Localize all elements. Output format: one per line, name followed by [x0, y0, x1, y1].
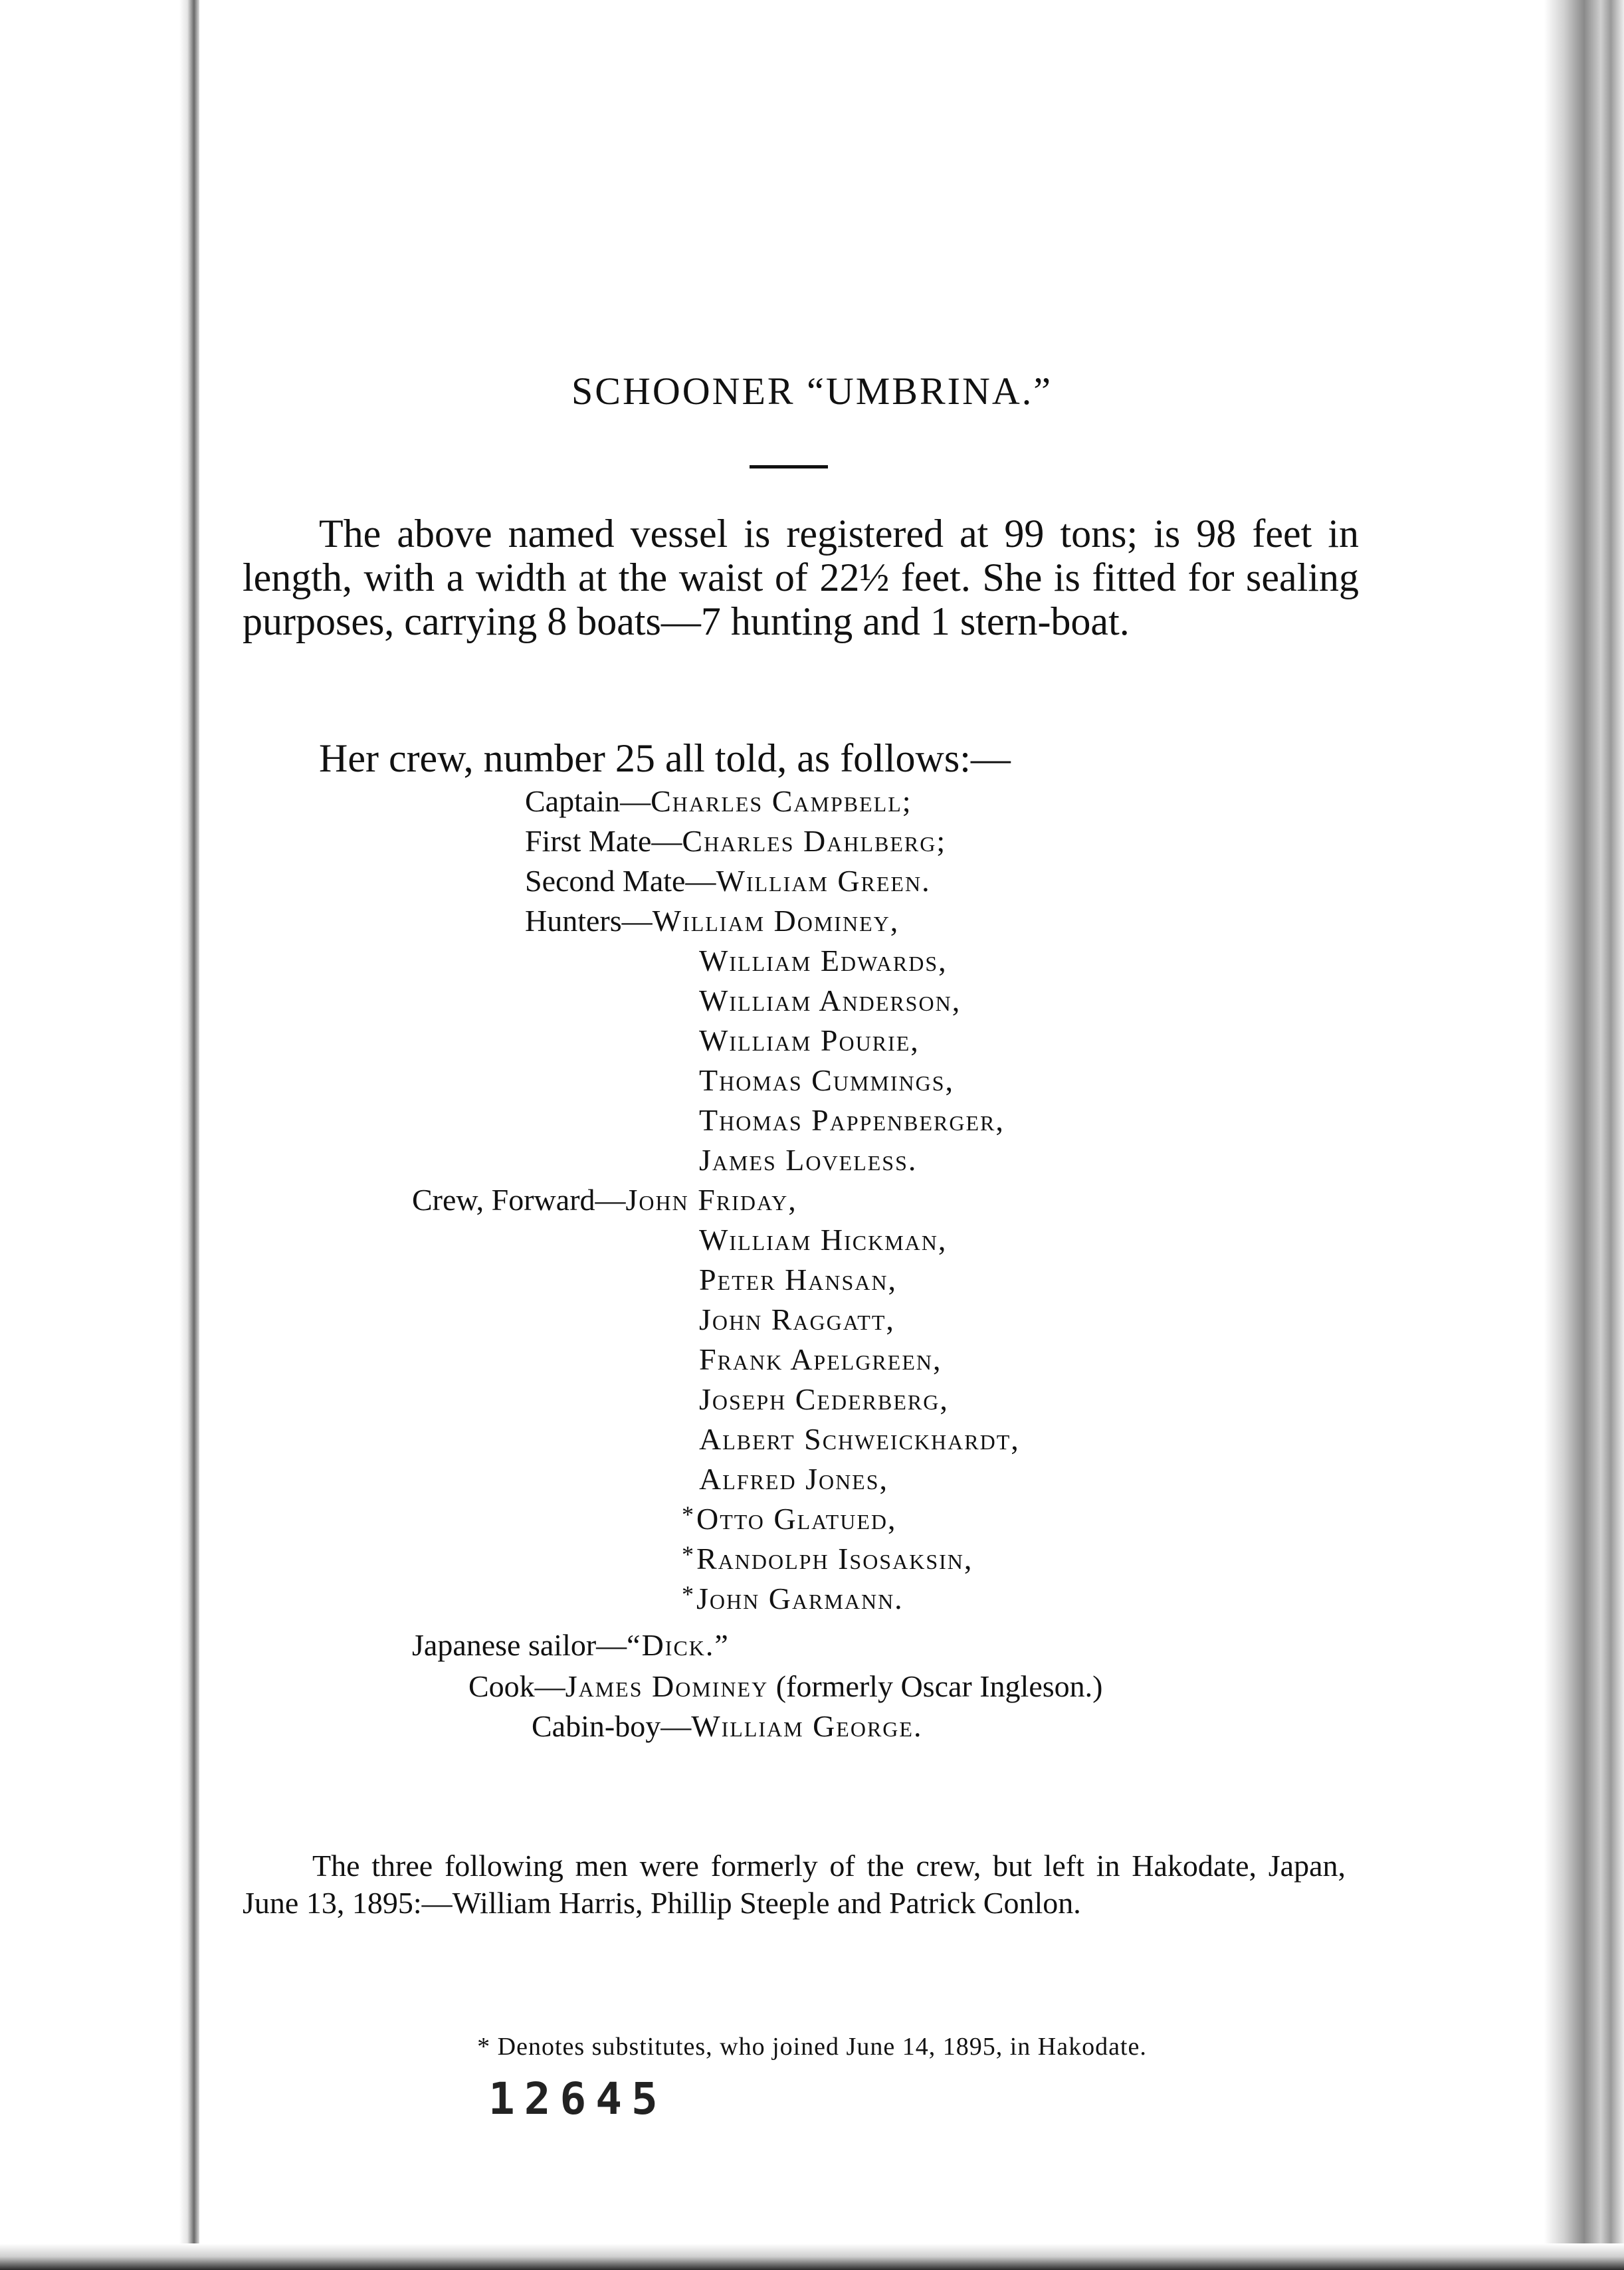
asterisk-mark: *	[682, 1501, 694, 1528]
role-label: Hunters—	[525, 904, 653, 938]
crew-forward-substitute	[682, 1540, 973, 1580]
vessel-description: The above named vessel is registered at 99 tons; is 98 feet in length, with a width at the waist of 22½ feet. She is fitted for sealing purposes, carrying 8 boats—7 hunting and 1 stern-boat.	[243, 512, 1359, 643]
role-label: Captain—	[525, 784, 651, 818]
stamped-number: 12645	[488, 2073, 667, 2124]
crew-name: “Dick.”	[627, 1628, 730, 1662]
crew-name: Charles Campbell;	[651, 784, 912, 818]
role-label: Japanese sailor—	[412, 1628, 627, 1662]
role-label: Second Mate—	[525, 864, 716, 898]
hunter-name: Thomas Cummings,	[699, 1063, 955, 1097]
crew-forward-name: William Hickman,	[699, 1223, 948, 1257]
crew-name: Otto Glatued,	[696, 1502, 897, 1536]
crew-name: John Friday,	[625, 1183, 797, 1217]
substitutes-footnote: * Denotes substitutes, who joined June 14, 1895, in Hakodate.	[477, 2033, 1147, 2061]
crew-name: James Dominey	[565, 1669, 769, 1703]
hunter-name: William Edwards,	[699, 944, 948, 978]
crew-forward-name: John Raggatt,	[699, 1302, 895, 1336]
crew-forward-name: Frank Apelgreen,	[699, 1342, 942, 1376]
role-label: First Mate—	[525, 824, 682, 858]
crew-forward-substitute	[682, 1580, 904, 1619]
role-label: Cook—	[468, 1669, 565, 1703]
role-label: Crew, Forward—	[412, 1183, 626, 1217]
asterisk-mark: *	[682, 1541, 694, 1568]
cabin-boy-line	[532, 1708, 922, 1745]
crew-name: John Garmann.	[696, 1582, 904, 1615]
crew-forward-name: Peter Hansan,	[699, 1263, 898, 1296]
officer-captain	[525, 783, 912, 820]
departed-crew-note: The three following men were formerly of the crew, but left in Hakodate, Japan, June 13, 1895:—William Harris, Phillip Steeple and Patrick Conlon.	[243, 1849, 1346, 1920]
hunter-name: James Loveless.	[699, 1143, 918, 1177]
officer-first-mate	[525, 823, 946, 860]
cook-line	[468, 1668, 1102, 1705]
crew-forward-line	[412, 1182, 797, 1219]
crew-forward-substitute	[682, 1500, 897, 1540]
crew-name: William Dominey,	[652, 904, 900, 938]
japanese-sailor-line	[412, 1627, 730, 1664]
crew-name: William George.	[691, 1709, 923, 1743]
crew-name: Randolph Isosaksin,	[696, 1542, 973, 1576]
crew-name: Charles Dahlberg;	[682, 824, 947, 858]
hunters-line	[525, 902, 899, 940]
asterisk-mark: *	[682, 1581, 694, 1607]
crew-forward-name: Alfred Jones,	[699, 1462, 889, 1496]
crew-forward-name: Joseph Cederberg,	[699, 1382, 949, 1416]
crew-intro: Her crew, number 25 all told, as follows:—	[319, 736, 1011, 780]
role-label: Cabin-boy—	[532, 1709, 692, 1743]
hunter-name: William Anderson,	[699, 983, 962, 1017]
crew-name: William Green.	[716, 864, 931, 898]
cook-note: (formerly Oscar Ingleson.)	[768, 1669, 1103, 1703]
hunter-name: Thomas Pappenberger,	[699, 1103, 1005, 1137]
page-title: SCHOONER “UMBRINA.”	[571, 369, 1053, 413]
crew-forward-name: Albert Schweickhardt,	[699, 1422, 1020, 1456]
officer-second-mate	[525, 863, 931, 900]
title-rule	[750, 465, 828, 468]
hunter-name: William Pourie,	[699, 1023, 920, 1057]
